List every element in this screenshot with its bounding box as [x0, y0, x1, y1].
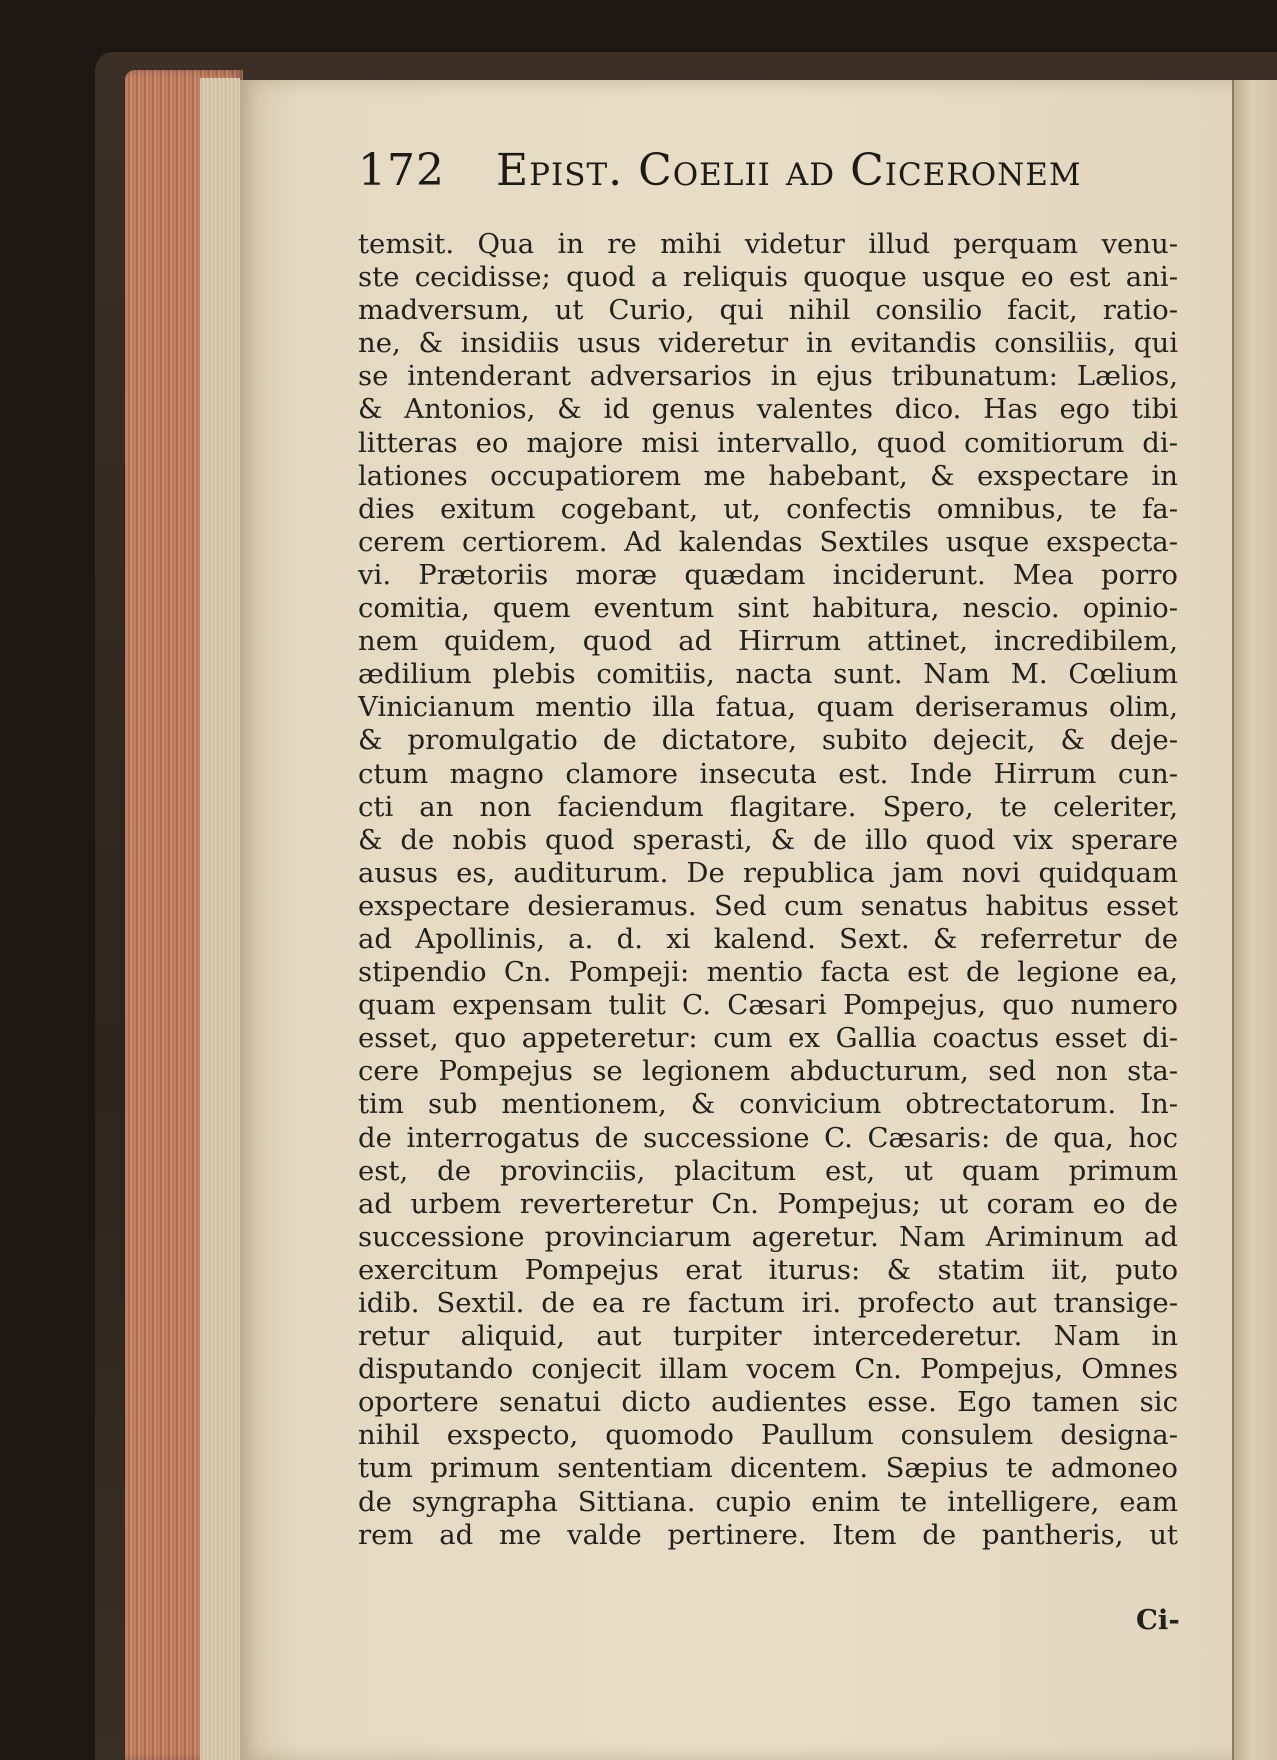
- text-line: dies exitum cogebant, ut, confectis omnibus, te fa-: [358, 492, 1178, 525]
- text-line: cere Pompejus se legionem abducturum, sed non sta-: [358, 1055, 1178, 1088]
- text-line: oportere senatui dicto audientes esse. Ego tamen sic: [358, 1386, 1178, 1419]
- page-number: 172: [358, 145, 445, 196]
- text-line: & Antonios, & id genus valentes dico. Has ego tibi: [358, 393, 1178, 426]
- text-line: ad Apollinis, a. d. xi kalend. Sext. & referretur de: [358, 922, 1178, 955]
- text-line: est, de provinciis, placitum est, ut quam primum: [358, 1154, 1178, 1187]
- text-line: cti an non faciendum flagitare. Spero, te celeriter,: [358, 790, 1178, 823]
- text-line: tim sub mentionem, & convicium obtrectatorum. In-: [358, 1088, 1178, 1121]
- text-line: disputando conjecit illam vocem Cn. Pompejus, Omnes: [358, 1353, 1178, 1386]
- text-line: Vinicianum mentio illa fatua, quam deriseramus olim,: [358, 691, 1178, 724]
- text-line: & promulgatio de dictatore, subito dejecit, & deje-: [358, 724, 1178, 757]
- text-line: successione provinciarum ageretur. Nam Ariminum ad: [358, 1220, 1178, 1253]
- text-line: esset, quo appeteretur: cum ex Gallia coactus esset di-: [358, 1022, 1178, 1055]
- text-line: exspectare desieramus. Sed cum senatus habitus esset: [358, 889, 1178, 922]
- text-line: & de nobis quod sperasti, & de illo quod vix sperare: [358, 823, 1178, 856]
- text-line: nem quidem, quod ad Hirrum attinet, incredibilem,: [358, 625, 1178, 658]
- running-title: Epist. Coelii ad Ciceronem: [495, 145, 1082, 196]
- text-line: de interrogatus de successione C. Cæsaris: de qua, hoc: [358, 1121, 1178, 1154]
- text-line: lationes occupatiorem me habebant, & exspectare in: [358, 459, 1178, 492]
- text-line: ad urbem reverteretur Cn. Pompejus; ut coram eo de: [358, 1187, 1178, 1220]
- text-line: comitia, quem eventum sint habitura, nescio. opinio-: [358, 592, 1178, 625]
- facing-page-edge: [1232, 80, 1277, 1760]
- text-line: quam expensam tulit C. Cæsari Pompejus, quo numero: [358, 989, 1178, 1022]
- text-line: cerem certiorem. Ad kalendas Sextiles usque exspecta-: [358, 525, 1178, 558]
- text-line: nihil exspecto, quomodo Paullum consulem designa-: [358, 1419, 1178, 1452]
- text-line: exercitum Pompejus erat iturus: & statim iit, puto: [358, 1253, 1178, 1286]
- text-line: temsit. Qua in re mihi videtur illud perquam venu-: [358, 228, 1178, 260]
- text-line: ne, & insidiis usus videretur in evitandis consiliis, qui: [358, 327, 1178, 360]
- text-line: vi. Prætoriis moræ quædam inciderunt. Mea porro: [358, 558, 1178, 591]
- text-line: madversum, ut Curio, qui nihil consilio facit, ratio-: [358, 294, 1178, 327]
- text-line: ctum magno clamore insecuta est. Inde Hirrum cun-: [358, 757, 1178, 790]
- body-text: [358, 228, 1178, 1552]
- text-line: ausus es, auditurum. De republica jam novi quidquam: [358, 856, 1178, 889]
- text-line: de syngrapha Sittiana. cupio enim te intelligere, eam: [358, 1485, 1178, 1518]
- text-line: idib. Sextil. de ea re factum iri. profecto aut transige-: [358, 1287, 1178, 1319]
- text-line: se intenderant adversarios in ejus tribunatum: Lælios,: [358, 360, 1178, 393]
- text-line: rem ad me valde pertinere. Item de pantheris, ut: [358, 1518, 1178, 1551]
- page-block-edge: [200, 78, 240, 1760]
- text-line: retur aliquid, aut turpiter intercederetur. Nam in: [358, 1320, 1178, 1353]
- text-line: litteras eo majore misi intervallo, quod comitiorum di-: [358, 426, 1178, 459]
- text-line: ædilium plebis comitiis, nacta sunt. Nam M. Cœlium: [358, 658, 1178, 691]
- text-line: ste cecidisse; quod a reliquis quoque usque eo est ani-: [358, 261, 1178, 294]
- text-line: tum primum sententiam dicentem. Sæpius te admoneo: [358, 1452, 1178, 1485]
- running-head: [358, 145, 1082, 205]
- text-line: stipendio Cn. Pompeji: mentio facta est de legione ea,: [358, 956, 1178, 989]
- catchword: Ci-: [1136, 1604, 1180, 1636]
